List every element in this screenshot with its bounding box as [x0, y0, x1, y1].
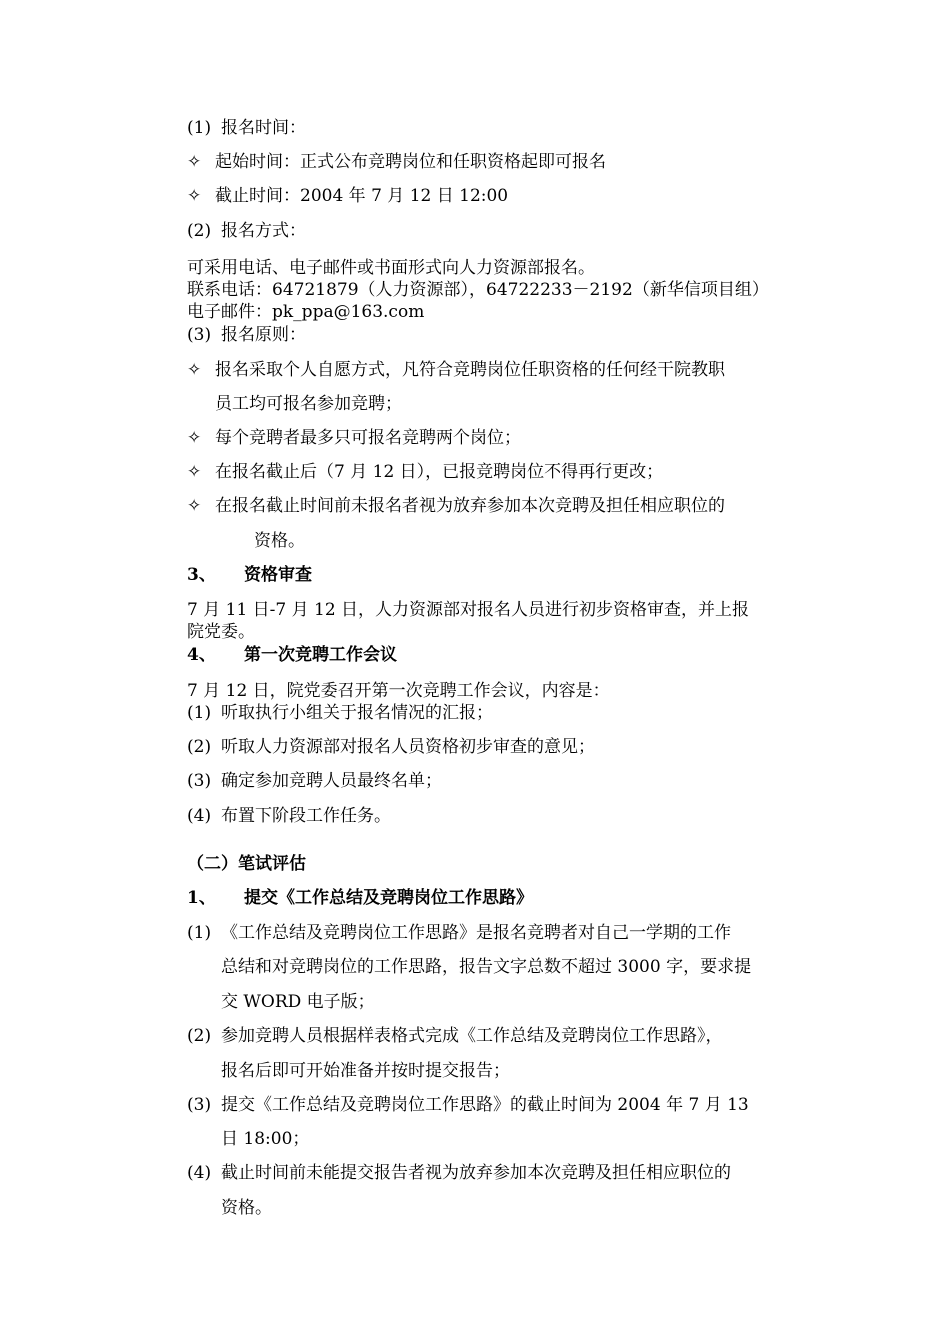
item-number: (2) — [187, 221, 212, 241]
bullet-item — [187, 495, 817, 517]
item-text: 听取人力资源部对报名人员资格初步审查的意见； — [221, 737, 595, 757]
list-item — [187, 1094, 817, 1116]
part-heading: （二）笔试评估 — [187, 854, 306, 874]
item-text: 布置下阶段工作任务。 — [221, 806, 391, 826]
item-number: (4) — [187, 806, 212, 826]
bullet-item — [187, 359, 817, 381]
item-text: 提交《工作总结及竞聘岗位工作思路》的截止时间为 2004 年 7 月 13 — [221, 1095, 749, 1115]
item-number: (4) — [187, 1163, 212, 1183]
item-text: 起始时间：正式公布竞聘岗位和任职资格起即可报名 — [215, 152, 606, 172]
paragraph-line: 交 WORD 电子版； — [221, 992, 375, 1012]
item-number: (1) — [187, 118, 212, 138]
paragraph-line: 7 月 12 日，院党委召开第一次竞聘工作会议，内容是： — [187, 681, 610, 701]
item-text: 截止时间前未能提交报告者视为放弃参加本次竞聘及担任相应职位的 — [221, 1163, 731, 1183]
paragraph-line: 资格。 — [221, 1198, 272, 1218]
item-text: 报名采取个人自愿方式，凡符合竞聘岗位任职资格的任何经干院教职 — [215, 360, 725, 380]
list-item — [187, 736, 817, 758]
section-title: 资格审查 — [244, 565, 312, 585]
item-text: 报名时间： — [221, 118, 306, 138]
bullet-item — [187, 427, 817, 449]
item-text: 在报名截止时间前未报名者视为放弃参加本次竞聘及担任相应职位的 — [215, 496, 725, 516]
contact-phone: 联系电话：64721879（人力资源部），64722233－2192（新华信项目组） — [187, 280, 769, 300]
paragraph-line: 资格。 — [254, 531, 305, 551]
bullet-item — [187, 461, 817, 483]
item-text: 报名方式： — [221, 221, 306, 241]
section-heading — [187, 887, 817, 909]
list-item — [187, 220, 817, 242]
paragraph-line: 报名后即可开始准备并按时提交报告； — [221, 1061, 510, 1081]
list-item — [187, 702, 817, 724]
contact-email: 电子邮件：pk_ppa@163.com — [187, 302, 425, 322]
list-item — [187, 770, 817, 792]
diamond-bullet-icon: ✧ — [187, 360, 202, 380]
diamond-bullet-icon: ✧ — [187, 186, 202, 206]
list-item — [187, 922, 817, 944]
item-text: 在报名截止后（7 月 12 日），已报竞聘岗位不得再行更改； — [215, 462, 664, 482]
list-item — [187, 324, 817, 346]
paragraph-line: 可采用电话、电子邮件或书面形式向人力资源部报名。 — [187, 258, 595, 278]
item-text: 听取执行小组关于报名情况的汇报； — [221, 703, 493, 723]
item-number: (3) — [187, 771, 212, 791]
section-heading — [187, 644, 817, 666]
item-number: (2) — [187, 1026, 212, 1046]
paragraph-line: 日 18:00； — [221, 1129, 310, 1149]
section-heading — [187, 564, 817, 586]
list-item — [187, 805, 817, 827]
item-text: 每个竞聘者最多只可报名竞聘两个岗位； — [215, 428, 521, 448]
item-text: 参加竞聘人员根据样表格式完成《工作总结及竞聘岗位工作思路》， — [221, 1026, 723, 1046]
paragraph-line: 总结和对竞聘岗位的工作思路，报告文字总数不超过 3000 字，要求提 — [221, 957, 752, 977]
list-item — [187, 1025, 817, 1047]
paragraph-line: 7 月 11 日-7 月 12 日，人力资源部对报名人员进行初步资格审查，并上报 — [187, 600, 750, 620]
section-title: 第一次竞聘工作会议 — [244, 645, 397, 665]
item-text: 报名原则： — [221, 325, 306, 345]
bullet-item — [187, 185, 817, 207]
paragraph-line: 院党委。 — [187, 622, 255, 642]
list-item — [187, 117, 817, 139]
bullet-item — [187, 151, 817, 173]
item-text: 《工作总结及竞聘岗位工作思路》是报名竞聘者对自己一学期的工作 — [221, 923, 731, 943]
item-text: 截止时间：2004 年 7 月 12 日 12:00 — [215, 186, 509, 206]
diamond-bullet-icon: ✧ — [187, 152, 202, 172]
item-number: (1) — [187, 703, 212, 723]
diamond-bullet-icon: ✧ — [187, 428, 202, 448]
section-number: 4、 — [187, 645, 216, 665]
section-number: 1、 — [187, 888, 216, 908]
diamond-bullet-icon: ✧ — [187, 496, 202, 516]
paragraph-line: 员工均可报名参加竞聘； — [215, 394, 402, 414]
section-number: 3、 — [187, 565, 216, 585]
list-item — [187, 1162, 817, 1184]
section-title: 提交《工作总结及竞聘岗位工作思路》 — [244, 888, 533, 908]
item-number: (1) — [187, 923, 212, 943]
item-number: (3) — [187, 325, 212, 345]
item-number: (2) — [187, 737, 212, 757]
item-number: (3) — [187, 1095, 212, 1115]
item-text: 确定参加竞聘人员最终名单； — [221, 771, 442, 791]
diamond-bullet-icon: ✧ — [187, 462, 202, 482]
